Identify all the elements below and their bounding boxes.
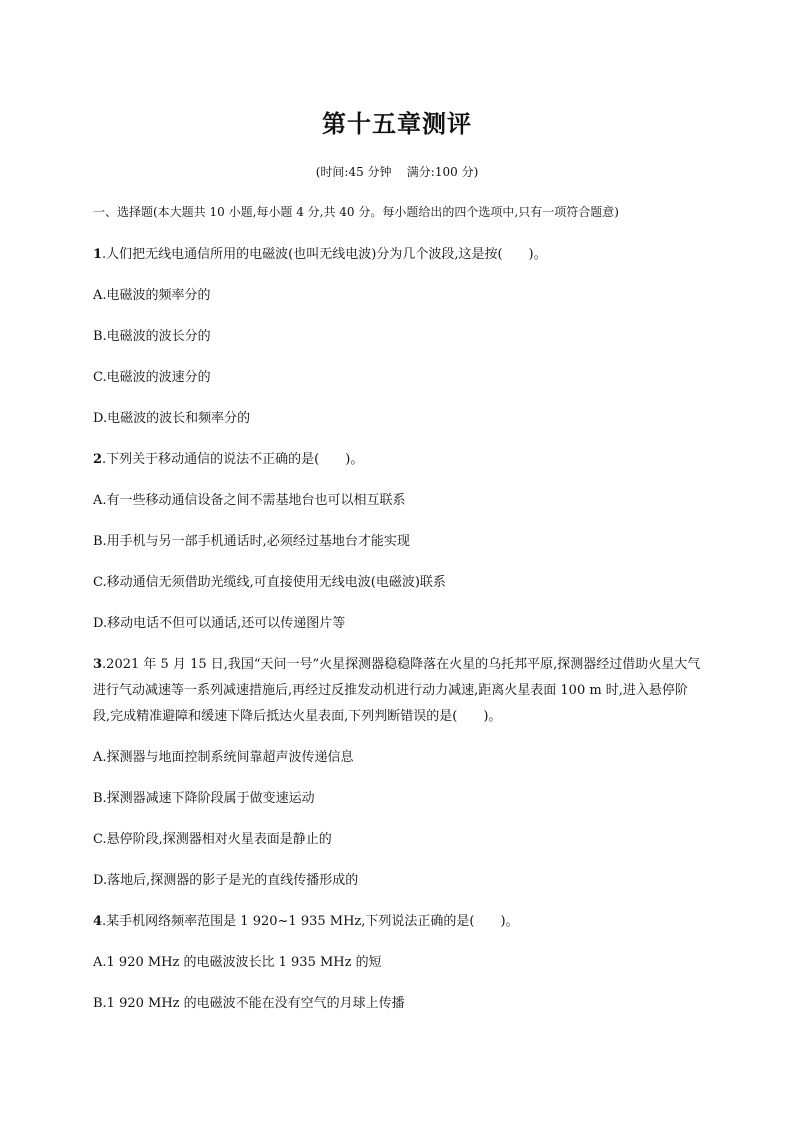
question-number: 2	[93, 452, 103, 467]
question-text: .人们把无线电通信所用的电磁波(也叫无线电波)分为几个波段,这是按( )。	[102, 247, 547, 262]
question-text: .某手机网络频率范围是 1 920~1 935 MHz,下列说法正确的是( )。	[102, 914, 519, 929]
question-2	[93, 447, 705, 637]
question-stem	[93, 447, 705, 473]
option-b: B.电磁波的波长分的	[93, 329, 211, 344]
option-d: D.落地后,探测器的影子是光的直线传播形成的	[93, 873, 359, 888]
exam-content	[93, 202, 705, 1032]
question-text: .2021 年 5 月 15 日,我国“天问一号”火星探测器稳稳降落在火星的乌托邦平原,探测器经过借助火星大气进行气动减速等一系列减速措施后,再经过反推发动机进行动力减速,距离火星表面 100 m 时,进入悬停阶段,完成精准避障和缓速下降后抵达火星表面,下列判断错误的是( )。	[93, 657, 701, 724]
question-number: 4	[93, 914, 103, 929]
option-a: A.电磁波的频率分的	[93, 288, 211, 303]
option-d: D.移动电话不但可以通话,还可以传递图片等	[93, 616, 346, 631]
option-b: B.1 920 MHz 的电磁波不能在没有空气的月球上传播	[93, 996, 405, 1011]
section-heading: 一、选择题(本大题共 10 小题,每小题 4 分,共 40 分。每小题给出的四个选项中,只有一项符合题意)	[93, 205, 619, 219]
question-number: 3	[93, 657, 103, 672]
option-a: A.1 920 MHz 的电磁波波长比 1 935 MHz 的短	[93, 955, 382, 970]
option-c: C.移动通信无须借助光缆线,可直接使用无线电波(电磁波)联系	[93, 575, 446, 590]
question-1	[93, 242, 705, 432]
question-3	[93, 652, 705, 894]
question-stem	[93, 652, 705, 730]
option-a: A.探测器与地面控制系统间靠超声波传递信息	[93, 750, 354, 765]
option-c: C.悬停阶段,探测器相对火星表面是静止的	[93, 832, 332, 847]
exam-info: (时间:45 分钟 满分:100 分)	[315, 165, 479, 179]
question-number: 1	[93, 247, 103, 262]
option-c: C.电磁波的波速分的	[93, 370, 211, 385]
question-4	[93, 909, 705, 1017]
question-stem	[93, 242, 705, 268]
question-text: .下列关于移动通信的说法不正确的是( )。	[102, 452, 364, 467]
option-a: A.有一些移动通信设备之间不需基地台也可以相互联系	[93, 493, 406, 508]
option-b: B.探测器减速下降阶段属于做变速运动	[93, 791, 315, 806]
option-b: B.用手机与另一部手机通话时,必须经过基地台才能实现	[93, 534, 410, 549]
page-title: 第十五章测评	[322, 110, 472, 138]
question-stem	[93, 909, 705, 935]
option-d: D.电磁波的波长和频率分的	[93, 411, 251, 426]
